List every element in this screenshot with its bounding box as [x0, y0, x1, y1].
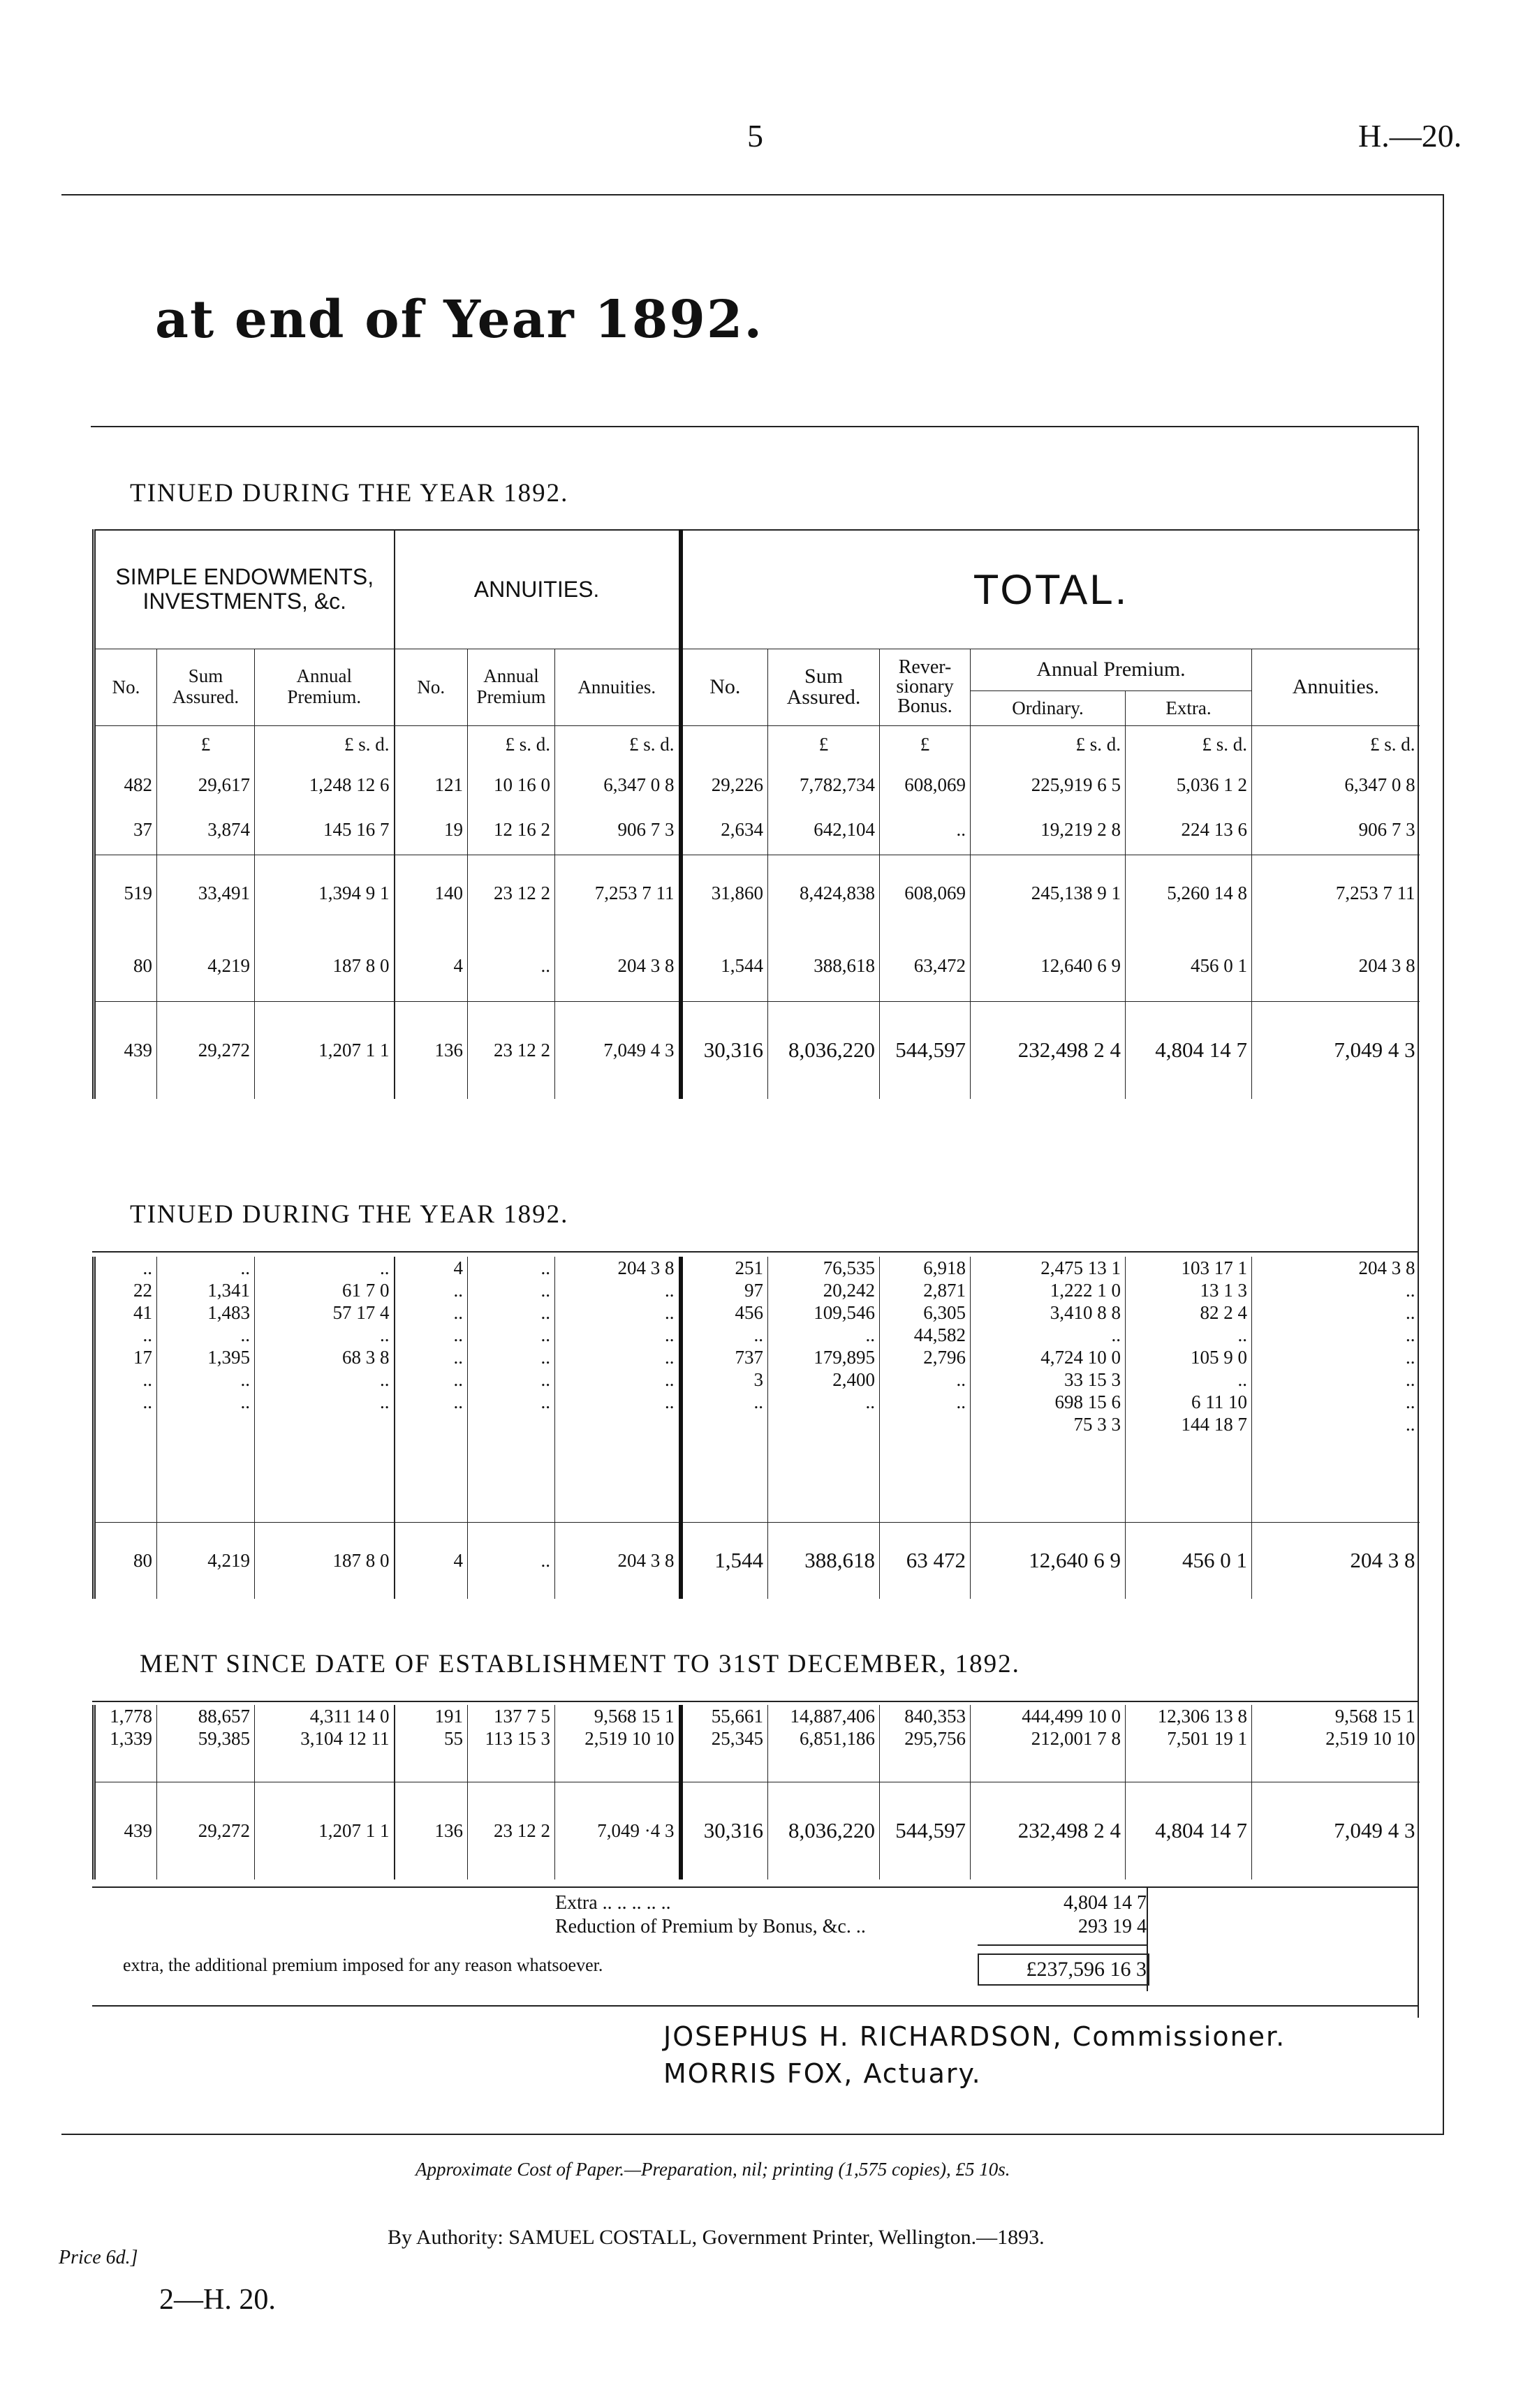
table-cell: 5,260 14 8 — [1126, 855, 1252, 931]
table-cell: 76,535 20,242 109,546 .. 179,895 2,400 .. — [768, 1257, 880, 1522]
table-cell: .. — [468, 931, 555, 1001]
table-cell: 33,491 — [157, 855, 255, 931]
col-total-annuities: Annuities. — [1252, 649, 1420, 725]
table-cell: 225,919 6 5 — [971, 764, 1126, 806]
sheet-signature: 2—H. 20. — [159, 2284, 276, 2316]
table-cell: 4 — [395, 1522, 468, 1599]
table-cell: 224 13 6 — [1126, 806, 1252, 855]
table-cell: 137 7 5 113 15 3 — [468, 1705, 555, 1782]
table-cell: 88,657 59,385 — [157, 1705, 255, 1782]
extra-value: 4,804 14 7 — [1064, 1892, 1147, 1914]
table-cell: 80 — [94, 1522, 157, 1599]
table-cell: 388,618 — [768, 1522, 880, 1599]
table-row — [94, 764, 1420, 806]
table-cell: 840,353 295,756 — [880, 1705, 971, 1782]
table-cell: 1,544 — [681, 1522, 768, 1599]
table-cell: 9,568 15 1 2,519 10 10 — [1325, 1706, 1415, 1749]
table-cell: 136 — [395, 1001, 468, 1099]
table-cell: 31,860 — [681, 855, 768, 931]
table-cell: 55,661 25,345 — [681, 1705, 768, 1782]
table-cell: 136 — [395, 1782, 468, 1879]
table-cell: 608,069 — [880, 855, 971, 931]
right-frame-rule — [1443, 194, 1444, 2135]
table-row — [94, 855, 1420, 931]
table-cell: 204 3 8 .. .. .. .. .. .. — [555, 1257, 681, 1522]
section1-table — [92, 529, 1420, 1099]
unit: £ s. d. — [1252, 725, 1420, 764]
table-cell: 12,640 6 9 — [971, 1522, 1126, 1599]
table-cell: 103 17 1 13 1 3 82 2 4 .. 105 9 0 .. 6 11 10 144 18 7 — [1126, 1257, 1252, 1522]
table-cell: 608,069 — [880, 764, 971, 806]
table-cell: 1,207 1 1 — [255, 1001, 395, 1099]
summary-divider — [1147, 1886, 1148, 1991]
table-cell: 6,347 0 8 — [555, 764, 681, 806]
unit: £ s. d. — [1126, 725, 1252, 764]
table-cell: 9,568 15 1 2,519 10 10 — [555, 1705, 681, 1782]
signature-commissioner: JOSEPHUS H. RICHARDSON, Commissioner. — [663, 2021, 1286, 2052]
table-cell: 10 16 0 — [468, 764, 555, 806]
table-cell: 439 — [94, 1782, 157, 1879]
table-cell: 187 8 0 — [255, 931, 395, 1001]
table-cell: 204 3 8 .. .. .. .. .. .. .. — [1358, 1257, 1415, 1435]
summary-subtotal-rule — [978, 1944, 1147, 1946]
table-cell: 204 3 8 — [555, 931, 681, 1001]
table-cell: 30,316 — [681, 1001, 768, 1099]
group-total: TOTAL. — [681, 530, 1420, 649]
table-cell: 204 3 8 — [555, 1522, 681, 1599]
table-cell: 8,036,220 — [768, 1001, 880, 1099]
col-ordinary: Ordinary. — [971, 690, 1126, 725]
section3-title: MENT SINCE DATE OF ESTABLISHMENT TO 31ST DECEMBER, 1892. — [140, 1650, 1020, 1678]
section3-top-rule — [92, 1701, 1418, 1702]
table-cell: 7,253 7 11 — [555, 855, 681, 931]
table-cell: 251 97 456 .. 737 3 .. — [681, 1257, 768, 1522]
col-reversionary-bonus: Rever- sionary Bonus. — [880, 649, 971, 725]
table-cell: 5,036 1 2 — [1126, 764, 1252, 806]
table-cell: 482 — [94, 764, 157, 806]
table-cell: .. 1,341 1,483 .. 1,395 .. .. — [157, 1257, 255, 1522]
section2-title: TINUED DURING THE YEAR 1892. — [130, 1200, 569, 1229]
table-cell: 204 3 8 — [1252, 1522, 1420, 1599]
table-cell: 204 3 8 — [1358, 955, 1415, 977]
table-row — [94, 1257, 1420, 1522]
table-cell: 12,640 6 9 — [971, 931, 1126, 1001]
unit: £ s. d. — [255, 725, 395, 764]
table-cell: 456 0 1 — [1126, 931, 1252, 1001]
table-cell: 7,049 4 3 — [555, 1001, 681, 1099]
summary-rule — [92, 1886, 1418, 1888]
section1-title: TINUED DURING THE YEAR 1892. — [130, 479, 569, 508]
table-cell: 232,498 2 4 — [971, 1001, 1126, 1099]
table-cell: 37 — [94, 806, 157, 855]
page-title: at end of Year 1892. — [155, 290, 764, 350]
unit: £ — [768, 725, 880, 764]
table-cell: 187 8 0 — [255, 1522, 395, 1599]
unit: £ — [157, 725, 255, 764]
table-cell: 23 12 2 — [468, 1001, 555, 1099]
table-cell: 1,778 1,339 — [94, 1705, 157, 1782]
col-total-sum: Sum Assured. — [768, 649, 880, 725]
table-cell: 4,219 — [157, 1522, 255, 1599]
table-row — [94, 1001, 1420, 1099]
section2-top-rule — [92, 1251, 1418, 1253]
section3-bottom-rule — [92, 2005, 1419, 2007]
table-row — [94, 806, 1420, 855]
table-row — [94, 1522, 1420, 1599]
col-extra: Extra. — [1126, 690, 1252, 725]
table-cell: 4 — [395, 931, 468, 1001]
col-annual-premium: Annual Premium. — [255, 649, 395, 725]
table-cell: 1,394 9 1 — [255, 855, 395, 931]
table-cell: 232,498 2 4 — [971, 1782, 1126, 1879]
group-annuities: ANNUITIES. — [395, 530, 681, 649]
signature-actuary: MORRIS FOX, Actuary. — [663, 2058, 982, 2089]
col-total-no: No. — [681, 649, 768, 725]
section3-table — [92, 1705, 1420, 1879]
table-cell: 4,219 — [157, 931, 255, 1001]
col-annuity-no: No. — [395, 649, 468, 725]
table-cell: 1,248 12 6 — [255, 764, 395, 806]
table-cell: 1,544 — [681, 931, 768, 1001]
col-annuities: Annuities. — [555, 649, 681, 725]
table-cell: 642,104 — [768, 806, 880, 855]
table-cell: .. 61 7 0 57 17 4 .. 68 3 8 .. .. — [255, 1257, 395, 1522]
group-simple-endowments: SIMPLE ENDOWMENTS, INVESTMENTS, &c. — [94, 530, 395, 649]
table-cell: 7,253 7 11 — [1252, 855, 1420, 931]
table-cell: 4,804 14 7 — [1126, 1782, 1252, 1879]
table-cell: 12,306 13 8 7,501 19 1 — [1126, 1705, 1252, 1782]
units-row — [94, 725, 1420, 764]
table-cell: .. 22 41 .. 17 .. .. — [94, 1257, 157, 1522]
table-cell: 6,347 0 8 — [1344, 774, 1415, 795]
table-cell: 29,272 — [157, 1001, 255, 1099]
cost-note: Approximate Cost of Paper.—Preparation, nil; printing (1,575 copies), £5 10s. — [415, 2159, 1010, 2180]
table-cell: 145 16 7 — [255, 806, 395, 855]
table-cell: 29,226 — [681, 764, 768, 806]
reduction-value: 293 19 4 — [1078, 1916, 1147, 1937]
table-cell: 8,424,838 — [768, 855, 880, 931]
table-cell: .. .. .. .. .. .. .. — [468, 1257, 555, 1522]
note-text: extra, the additional premium imposed for any reason whatsoever. — [123, 1955, 603, 1975]
table-row — [94, 1782, 1420, 1879]
section2-body — [94, 1257, 1420, 1599]
table-cell: 7,049 4 3 — [1252, 1782, 1420, 1879]
table-cell: 80 — [94, 931, 157, 1001]
authority-note: By Authority: SAMUEL COSTALL, Government Printer, Wellington.—1893. — [388, 2226, 1045, 2249]
col-no: No. — [94, 649, 157, 725]
table-cell: .. — [880, 806, 971, 855]
table-cell: 439 — [94, 1001, 157, 1099]
table-cell: 19,219 2 8 — [971, 806, 1126, 855]
unit: £ — [880, 725, 971, 764]
price: Price 6d.] — [59, 2247, 138, 2268]
table-cell: 388,618 — [768, 931, 880, 1001]
table-cell: 444,499 10 0 212,001 7 8 — [971, 1705, 1126, 1782]
section2-table — [92, 1257, 1420, 1599]
table-cell: 29,617 — [157, 764, 255, 806]
reduction-label: Reduction of Premium by Bonus, &c. .. — [555, 1916, 866, 1937]
table-row — [94, 931, 1420, 1001]
table-cell: 63 472 — [880, 1522, 971, 1599]
table-cell: 8,036,220 — [768, 1782, 880, 1879]
table-cell: 245,138 9 1 — [971, 855, 1126, 931]
grand-total: £237,596 16 3 — [978, 1953, 1149, 1986]
table-cell: 6,918 2,871 6,305 44,582 2,796 .. .. — [880, 1257, 971, 1522]
table-cell: 906 7 3 — [1358, 819, 1415, 841]
table-cell: 1,207 1 1 — [255, 1782, 395, 1879]
table-cell: 191 55 — [395, 1705, 468, 1782]
table-cell: 7,049 4 3 — [1252, 1001, 1420, 1099]
table-cell: 63,472 — [880, 931, 971, 1001]
title-underline — [91, 426, 1418, 427]
table-cell: 30,316 — [681, 1782, 768, 1879]
table-cell: 12 16 2 — [468, 806, 555, 855]
page-number: 5 — [747, 118, 763, 154]
unit: £ s. d. — [468, 725, 555, 764]
table-cell: 7,049 ·4 3 — [555, 1782, 681, 1879]
table-cell: 544,597 — [880, 1001, 971, 1099]
section3-body — [94, 1705, 1420, 1879]
table-cell: 4,311 14 0 3,104 12 11 — [255, 1705, 395, 1782]
top-rule — [61, 194, 1444, 195]
section1-body — [94, 764, 1420, 1099]
table-cell: 7,782,734 — [768, 764, 880, 806]
table-cell: 3,874 — [157, 806, 255, 855]
table-cell: 140 — [395, 855, 468, 931]
table-cell: 519 — [94, 855, 157, 931]
table-cell: 23 12 2 — [468, 855, 555, 931]
table-cell: 4,804 14 7 — [1126, 1001, 1252, 1099]
table-cell: .. — [468, 1522, 555, 1599]
table-cell: 456 0 1 — [1126, 1522, 1252, 1599]
document-reference: H.—20. — [1358, 118, 1462, 154]
table-cell: 121 — [395, 764, 468, 806]
table-cell: 14,887,406 6,851,186 — [768, 1705, 880, 1782]
table-cell: 906 7 3 — [555, 806, 681, 855]
unit: £ s. d. — [971, 725, 1126, 764]
table-row — [94, 1705, 1420, 1782]
table-cell: 23 12 2 — [468, 1782, 555, 1879]
table-cell: 19 — [395, 806, 468, 855]
col-sum-assured: Sum Assured. — [157, 649, 255, 725]
unit: £ s. d. — [555, 725, 681, 764]
table-cell: 2,475 13 1 1,222 1 0 3,410 8 8 .. 4,724 10 0 33 15 3 698 15 6 75 3 3 — [971, 1257, 1126, 1522]
table-cell: 4 .. .. .. .. .. .. — [395, 1257, 468, 1522]
bottom-rule — [61, 2134, 1444, 2135]
col-annuity-premium: Annual Premium — [468, 649, 555, 725]
table-cell: 2,634 — [681, 806, 768, 855]
table-cell: 29,272 — [157, 1782, 255, 1879]
table-cell: 544,597 — [880, 1782, 971, 1879]
col-total-annual-premium: Annual Premium. — [971, 649, 1252, 690]
extra-label: Extra .. .. .. .. .. — [555, 1892, 671, 1914]
